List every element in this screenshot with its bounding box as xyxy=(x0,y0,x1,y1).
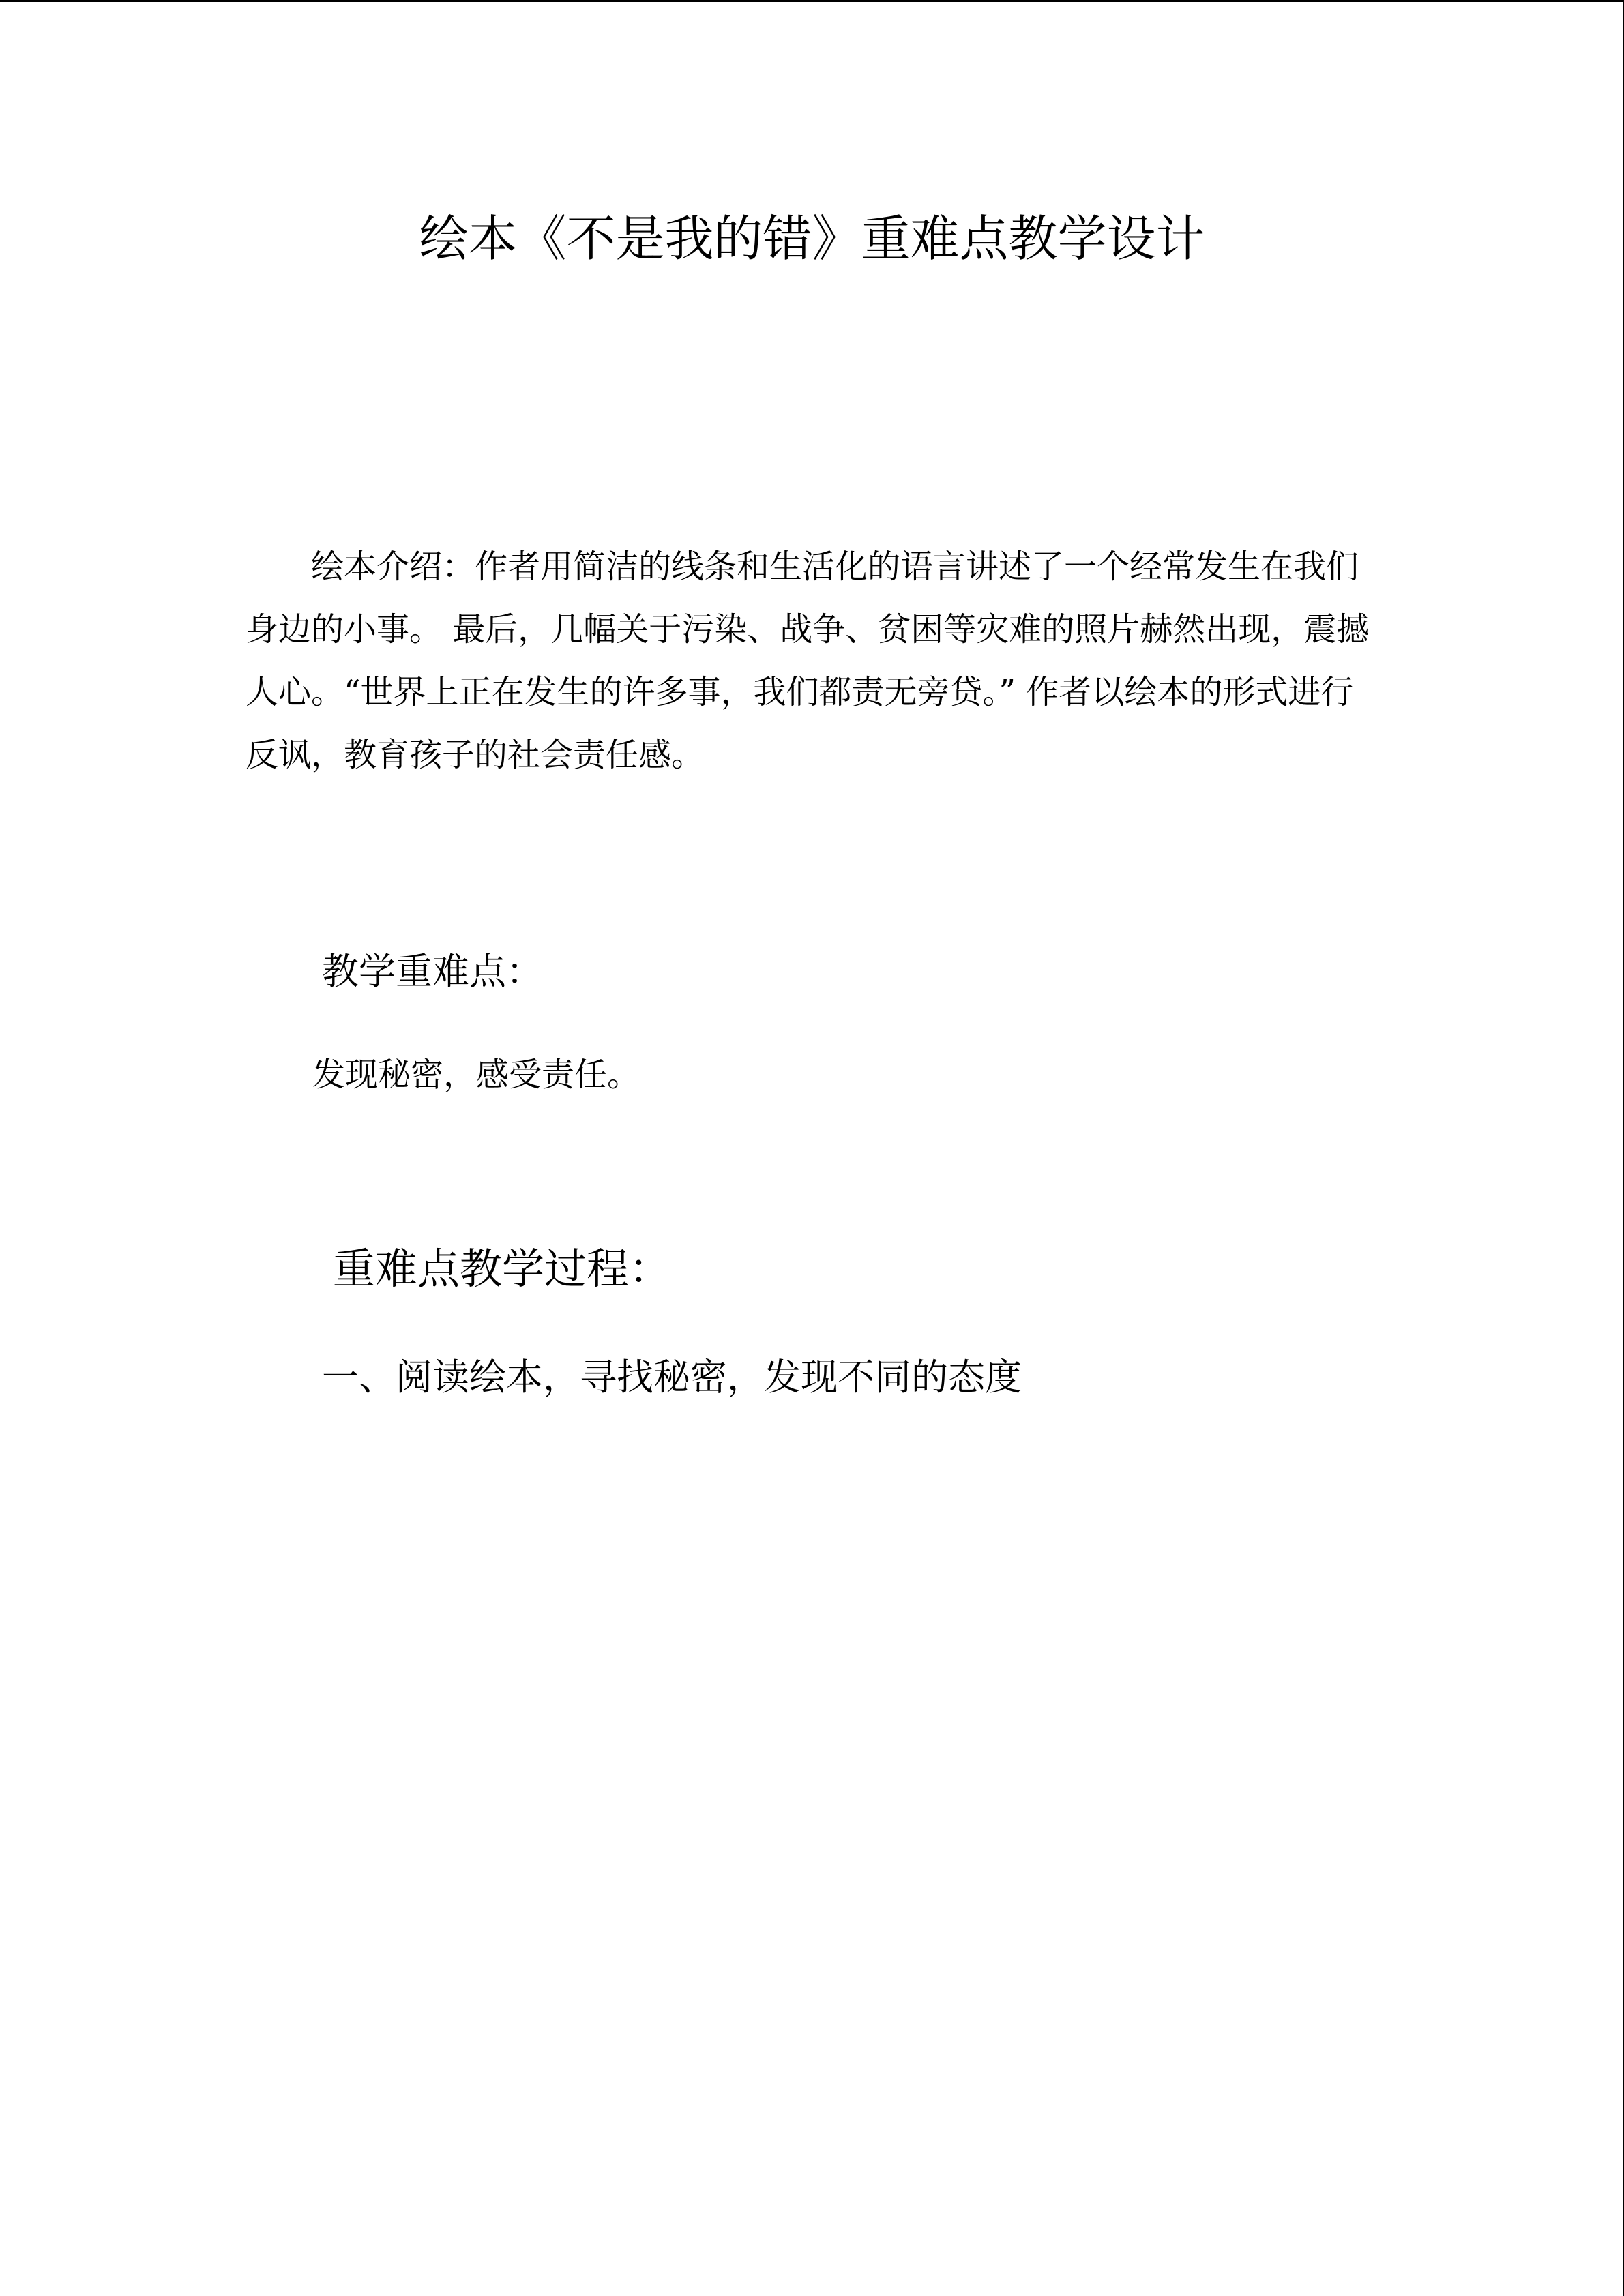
key-points-heading: 教学重难点： xyxy=(322,950,543,993)
key-points-text: 发现秘密，感受责任。 xyxy=(312,1056,640,1094)
intro-line: 人心。“世界上正在发生的许多事，我们都责无旁贷。” 作者以绘本的形式进行 xyxy=(246,673,1354,711)
intro-line: 绘本介绍：作者用简洁的线条和生活化的语言讲述了一个经常发生在我们 xyxy=(311,548,1359,586)
process-heading: 重难点教学过程： xyxy=(333,1244,672,1294)
intro-line: 身边的小事。 最后，几幅关于污染、战争、贫困等灾难的照片赫然出现，震撼 xyxy=(246,610,1370,648)
document-title: 绘本《不是我的错》重难点教学设计 xyxy=(419,210,1205,267)
intro-paragraph xyxy=(246,535,1378,786)
page-top-border xyxy=(0,0,1624,2)
intro-line: 反讽，教育孩子的社会责任感。 xyxy=(246,736,705,774)
process-step-1: 一、阅读绘本，寻找秘密，发现不同的态度 xyxy=(322,1356,1022,1399)
